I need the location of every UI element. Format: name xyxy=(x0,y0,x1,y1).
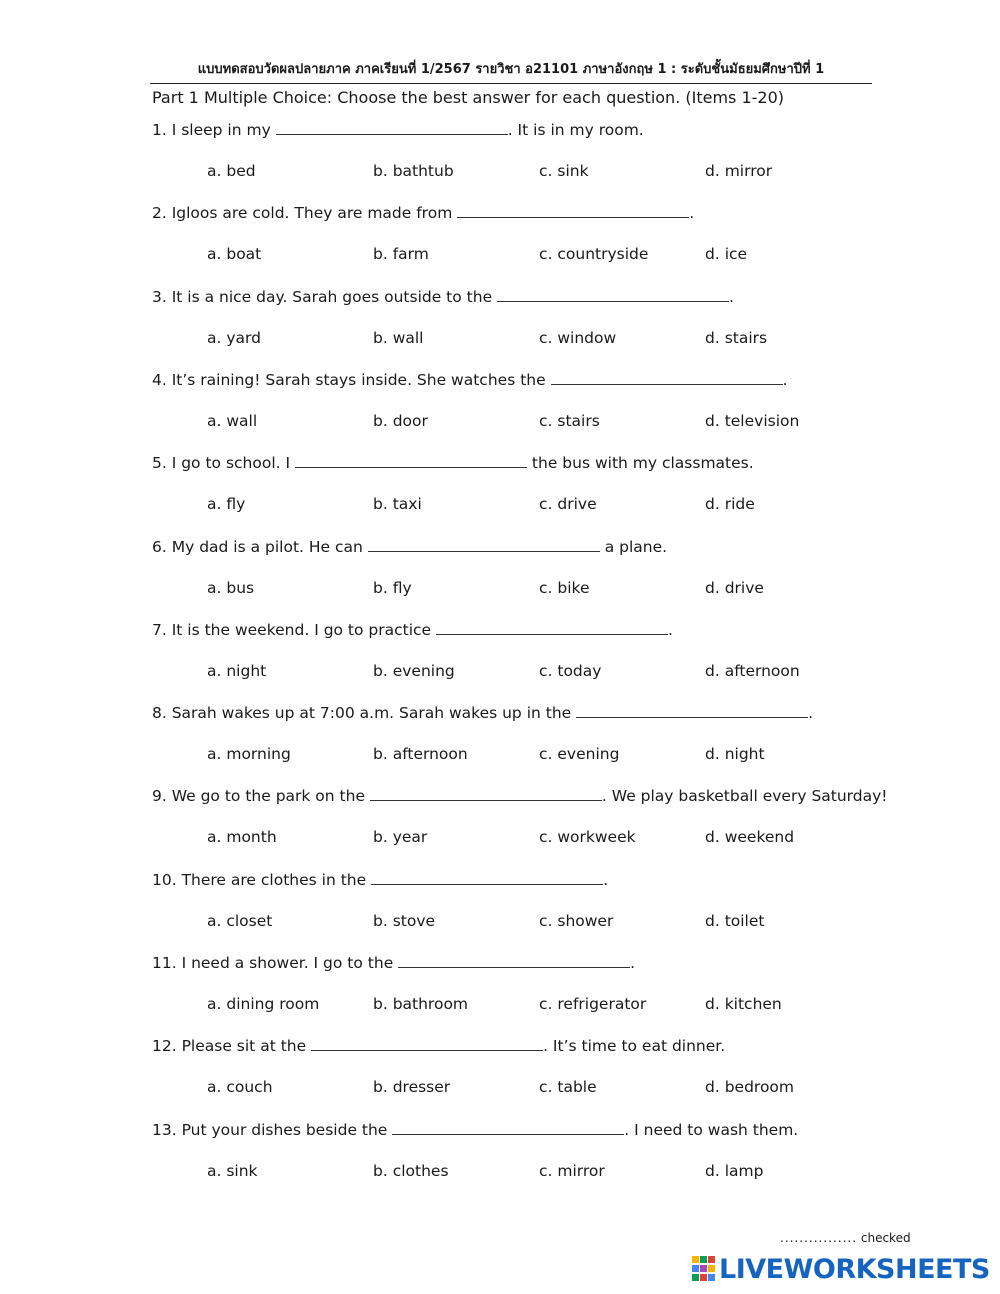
question-3 xyxy=(152,287,734,306)
answer-blank[interactable] xyxy=(276,120,508,135)
option-d[interactable]: d. television xyxy=(705,411,800,430)
option-b[interactable]: b. year xyxy=(373,828,428,847)
answer-blank[interactable] xyxy=(371,870,603,885)
option-b[interactable]: b. clothes xyxy=(373,1161,449,1180)
option-c[interactable]: c. bike xyxy=(539,578,590,597)
answer-blank[interactable] xyxy=(436,620,668,635)
question-text-before: 1. I sleep in my xyxy=(152,121,276,139)
answer-blank[interactable] xyxy=(370,786,602,801)
question-text-before: 8. Sarah wakes up at 7:00 a.m. Sarah wakes up in the xyxy=(152,704,577,723)
option-d[interactable]: d. drive xyxy=(705,578,764,597)
question-5 xyxy=(152,453,754,472)
question-text-after: . xyxy=(603,870,609,889)
question-text-after: . xyxy=(729,287,734,306)
option-d[interactable]: d. toilet xyxy=(705,911,765,930)
question-text-after: . xyxy=(689,204,695,223)
option-b[interactable]: b. stove xyxy=(373,911,436,930)
question-text-after: . It is in my room. xyxy=(507,121,644,139)
option-d[interactable]: d. ride xyxy=(705,495,755,514)
liveworksheets-logo-icon xyxy=(692,1256,716,1282)
option-a[interactable]: a. night xyxy=(207,661,267,680)
option-a[interactable]: a. fly xyxy=(207,495,246,514)
option-a[interactable]: a. sink xyxy=(207,1161,258,1180)
question-text-before: 3. It is a nice day. Sarah goes outside to the xyxy=(152,287,498,306)
option-d[interactable]: d. night xyxy=(705,745,765,764)
option-c[interactable]: c. evening xyxy=(539,745,620,764)
question-4 xyxy=(152,370,788,389)
option-c[interactable]: c. sink xyxy=(539,162,589,180)
option-a[interactable]: a. month xyxy=(207,828,277,847)
option-a[interactable]: a. bus xyxy=(207,578,255,597)
option-d[interactable]: d. kitchen xyxy=(705,995,782,1013)
answer-blank[interactable] xyxy=(392,1120,624,1135)
option-b[interactable]: b. bathroom xyxy=(373,995,469,1013)
option-d[interactable]: d. bedroom xyxy=(705,1078,795,1097)
option-b[interactable]: b. wall xyxy=(373,328,424,347)
option-b[interactable]: b. bathtub xyxy=(373,162,454,180)
option-c[interactable]: c. refrigerator xyxy=(539,995,647,1013)
option-d[interactable]: d. lamp xyxy=(705,1161,764,1180)
question-text-before: 5. I go to school. I xyxy=(152,454,295,473)
answer-blank[interactable] xyxy=(551,370,783,385)
option-a[interactable]: a. closet xyxy=(207,911,273,930)
question-8 xyxy=(152,703,813,722)
question-text-after: . xyxy=(782,370,788,389)
option-c[interactable]: c. workweek xyxy=(539,828,636,847)
option-b[interactable]: b. farm xyxy=(373,245,429,264)
question-7 xyxy=(152,620,673,639)
answer-blank[interactable] xyxy=(497,287,729,302)
exam-header: แบบทดสอบวัดผลปลายภาค ภาคเรียนที่ 1/2567 รายวิชา อ21101 ภาษาอังกฤษ 1 : ระดับชั้นมัธยมศึกษาปีที่ 1 xyxy=(150,58,872,84)
question-text-after: a plane. xyxy=(599,537,668,556)
question-text-after: the bus with my classmates. xyxy=(527,454,754,473)
answer-blank[interactable] xyxy=(457,203,689,218)
answer-blank[interactable] xyxy=(311,1036,543,1051)
option-a[interactable]: a. boat xyxy=(207,245,262,264)
answer-blank[interactable] xyxy=(295,453,527,468)
option-b[interactable]: b. fly xyxy=(373,578,412,597)
option-a[interactable]: a. wall xyxy=(207,411,258,430)
option-c[interactable]: c. drive xyxy=(539,495,597,514)
option-c[interactable]: c. shower xyxy=(539,911,614,930)
option-d[interactable]: d. mirror xyxy=(705,162,773,180)
option-a[interactable]: a. yard xyxy=(207,328,261,347)
question-1 xyxy=(152,120,644,139)
option-a[interactable]: a. couch xyxy=(207,1078,273,1097)
question-text-before: 13. Put your dishes beside the xyxy=(152,1120,393,1139)
part-title: Part 1 Multiple Choice: Choose the best answer for each question. (Items 1-20) xyxy=(152,88,785,107)
logo-text: LIVEWORKSHEETS xyxy=(719,1253,990,1285)
liveworksheets-logo[interactable] xyxy=(692,1254,990,1284)
question-text-after: . xyxy=(630,954,636,972)
question-text-after: . It’s time to eat dinner. xyxy=(543,1037,726,1056)
option-c[interactable]: c. countryside xyxy=(539,245,649,264)
option-b[interactable]: b. evening xyxy=(373,661,455,680)
option-b[interactable]: b. afternoon xyxy=(373,745,468,764)
option-d[interactable]: d. weekend xyxy=(705,828,795,847)
checked-indicator xyxy=(780,1231,911,1245)
question-text-after: . xyxy=(668,620,673,639)
option-a[interactable]: a. bed xyxy=(207,162,256,180)
checked-label: checked xyxy=(860,1231,911,1245)
option-d[interactable]: d. afternoon xyxy=(705,661,800,680)
option-c[interactable]: c. mirror xyxy=(539,1161,605,1180)
question-text-before: 10. There are clothes in the xyxy=(152,870,372,889)
answer-blank[interactable] xyxy=(398,953,630,968)
option-b[interactable]: b. dresser xyxy=(373,1078,451,1097)
question-11 xyxy=(152,953,635,972)
option-a[interactable]: a. dining room xyxy=(207,995,320,1013)
answer-blank[interactable] xyxy=(368,537,600,552)
question-2 xyxy=(152,203,694,222)
question-text-after: . xyxy=(808,704,814,723)
question-13 xyxy=(152,1120,798,1139)
question-text-before: 7. It is the weekend. I go to practice xyxy=(152,620,437,639)
question-text-before: 2. Igloos are cold. They are made from xyxy=(152,204,458,223)
option-c[interactable]: c. today xyxy=(539,661,602,680)
question-text-after: . I need to wash them. xyxy=(624,1120,799,1139)
checked-dots: ................ xyxy=(780,1231,858,1245)
option-a[interactable]: a. morning xyxy=(207,745,291,764)
option-b[interactable]: b. door xyxy=(373,411,428,430)
question-text-before: 4. It’s raining! Sarah stays inside. She watches the xyxy=(152,370,551,389)
option-c[interactable]: c. window xyxy=(539,328,617,347)
option-c[interactable]: c. table xyxy=(539,1078,597,1097)
option-c[interactable]: c. stairs xyxy=(539,411,600,430)
question-6 xyxy=(152,537,667,556)
question-text-before: 6. My dad is a pilot. He can xyxy=(152,537,368,556)
question-9 xyxy=(152,786,888,805)
question-12 xyxy=(152,1036,725,1055)
question-text-after: . We play basketball every Saturday! xyxy=(601,787,888,806)
question-text-before: 9. We go to the park on the xyxy=(152,787,370,806)
option-b[interactable]: b. taxi xyxy=(373,495,422,514)
question-10 xyxy=(152,870,608,889)
question-text-before: 11. I need a shower. I go to the xyxy=(152,954,399,972)
option-d[interactable]: d. ice xyxy=(705,245,748,264)
option-d[interactable]: d. stairs xyxy=(705,328,768,347)
answer-blank[interactable] xyxy=(576,703,808,718)
question-text-before: 12. Please sit at the xyxy=(152,1037,312,1056)
